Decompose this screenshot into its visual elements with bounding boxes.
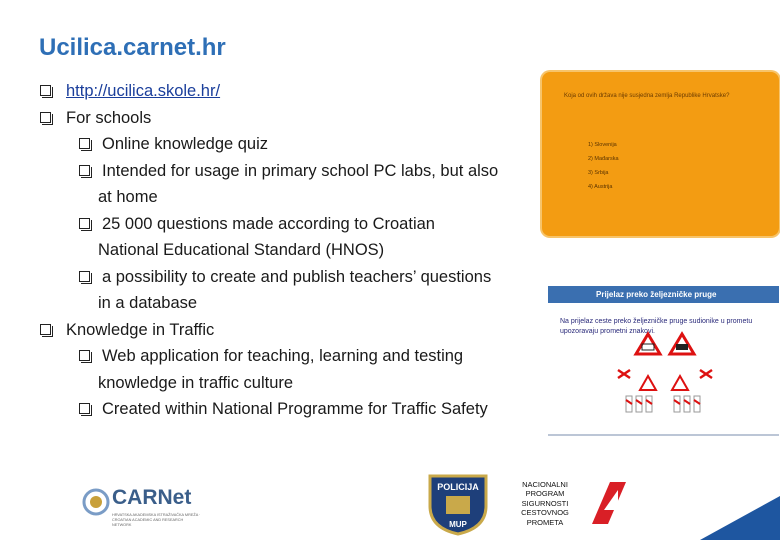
checkbox-bullet-icon [40,112,51,123]
ucilica-link[interactable]: http://ucilica.skole.hr/ [66,82,221,100]
checkbox-bullet-icon [79,138,90,149]
quiz-option: 2) Mađarska [588,156,619,162]
police-badge [424,470,492,541]
bullet-online-quiz: Online knowledge quiz [40,131,545,158]
bullet-webapp: Web application for teaching, learning and testing [40,343,545,370]
traffic-header: Prijelaz preko željezničke pruge [548,286,779,303]
distance-markers-icon [626,396,700,412]
quiz-option: 1) Slovenija [588,142,617,148]
carnet-emblem-icon [82,488,110,516]
checkbox-bullet-icon [79,403,90,414]
carnet-logo: CARNet HRVATSKA AKADEMSKA ISTRAŽIVAČKA MREŽA · CROATIAN ACADEMIC AND RESEARCH NETWORK [82,484,198,524]
crossbuck-icon [618,370,712,378]
bullet-list [40,78,545,423]
traffic-description: Na prijelaz ceste preko željezničke pruge sudionike u prometu upozoravaju prometni znakovi. [560,318,753,335]
bullet-created: Created within National Programme for Traffic Safety [40,396,545,423]
traffic-signs-illustration [548,286,779,434]
checkbox-bullet-icon [79,218,90,229]
bullet-questions: 25 000 questions made according to Croatian [40,211,545,238]
slide-title: Ucilica.carnet.hr [39,34,226,61]
bullet-possibility-cont: in a database [98,294,198,312]
quiz-screenshot [542,72,779,236]
bullet-questions-cont: National Educational Standard (HNOS) [98,241,385,259]
national-programme-logo: NACIONALNI PROGRAM SIGURNOSTI CESTOVNOG PROMETA [508,478,628,528]
checkbox-bullet-icon [79,271,90,282]
police-badge-text: POLICIJA [437,482,479,492]
footer-accent-shape [640,496,780,540]
checkbox-bullet-icon [40,324,51,335]
checkbox-bullet-icon [40,85,51,96]
bullet-possibility: a possibility to create and publish teachers’ questions [40,264,545,291]
national-programme-emblem-icon [588,480,628,528]
bullet-webapp-cont: knowledge in traffic culture [98,373,294,392]
small-warning-icon [640,376,656,390]
traffic-screenshot [548,286,779,436]
bullet-link [40,78,545,105]
bullet-knowledge-traffic: Knowledge in Traffic [40,317,545,344]
bullet-for-schools: For schools [40,105,545,132]
bullet-intended-cont: at home [98,188,158,206]
police-badge-mup: MUP [449,520,467,529]
quiz-question: Koja od ovih država nije susjedna zemlja Republike Hrvatske? [564,93,730,99]
small-warning-icon [672,376,688,390]
checkbox-bullet-icon [79,350,90,361]
bullet-intended: Intended for usage in primary school PC labs, but also [40,158,545,185]
police-badge-icon [424,470,492,536]
quiz-option: 3) Srbija [588,170,609,176]
quiz-option: 4) Austrija [588,184,613,190]
page-number: 16 [727,508,739,519]
checkbox-bullet-icon [79,165,90,176]
